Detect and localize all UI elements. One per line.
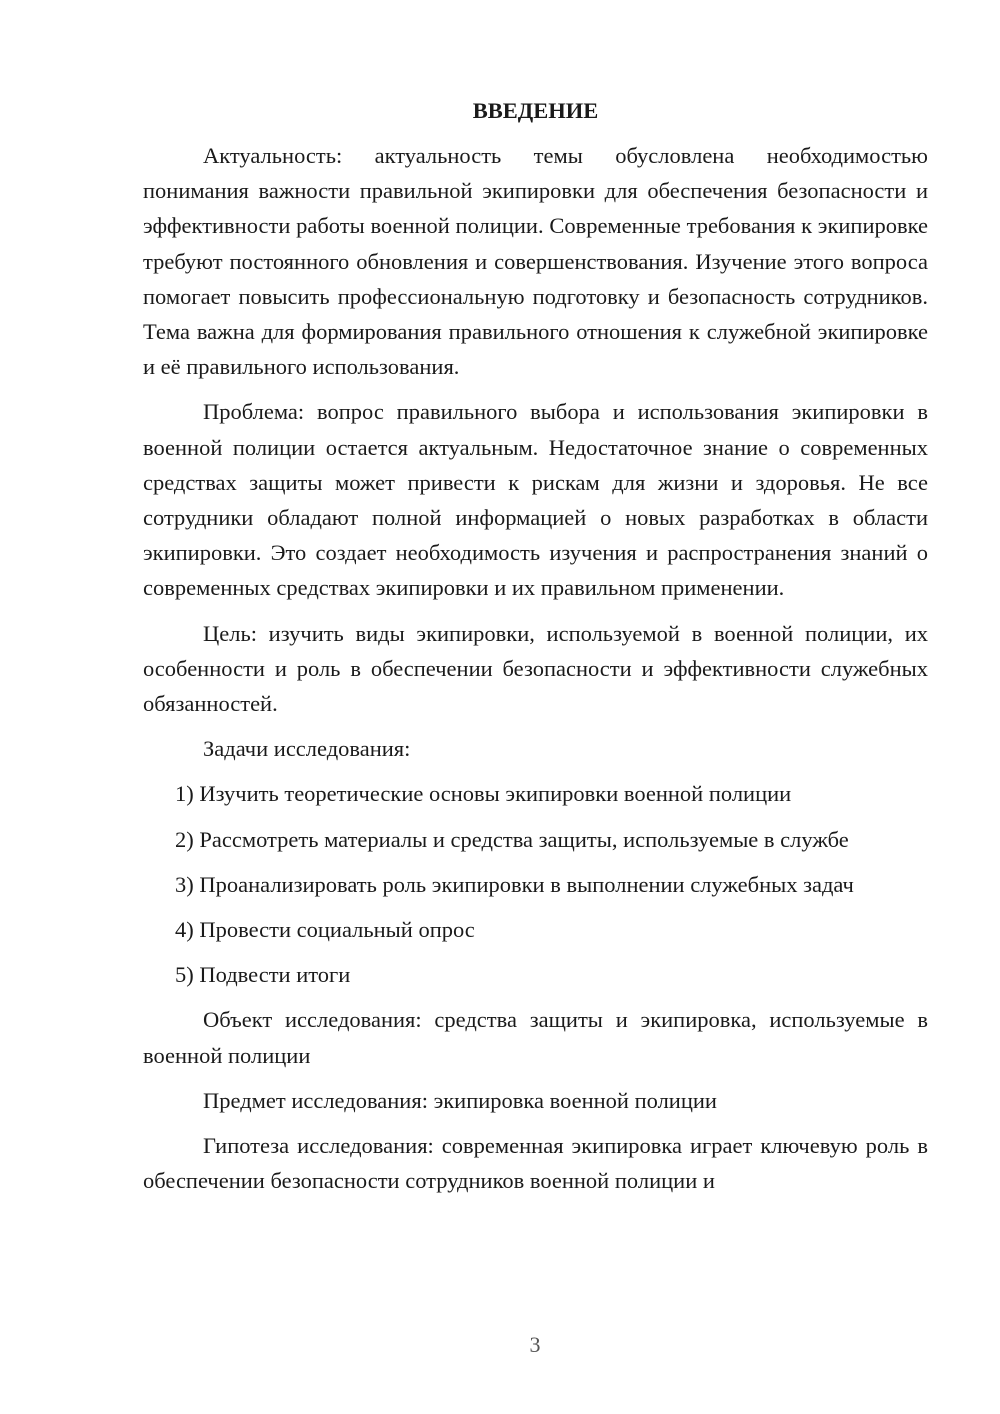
- problem-paragraph: Проблема: вопрос правильного выбора и использования экипировки в военной полиции остается актуальным. Недостаточное знание о современных средствах защиты может привести к рискам для жизни и здоровья. Не все сотрудники обладают полной информацией о новых разработках в области экипировки. Это создает необходимость изучения и распространения знаний о современных средствах экипировки и их правильном применении.: [143, 399, 928, 601]
- hypothesis-paragraph: Гипотеза исследования: современная экипировка играет ключевую роль в обеспечении безопасности сотрудников военной полиции и: [143, 1133, 928, 1194]
- task-item-3: 3) Проанализировать роль экипировки в выполнении служебных задач: [175, 871, 854, 897]
- task-item-5: 5) Подвести итоги: [175, 962, 351, 988]
- task-item-1: 1) Изучить теоретические основы экипировки военной полиции: [175, 781, 792, 807]
- goal-paragraph: Цель: изучить виды экипировки, используемой в военной полиции, их особенности и роль в обеспечении безопасности и эффективности служебных обязанностей.: [143, 620, 928, 717]
- page-number: 3: [529, 1332, 541, 1357]
- relevance-paragraph: Актуальность: актуальность темы обусловлена необходимостью понимания важности правильной экипировки для обеспечения безопасности и эффективности работы военной полиции. Современные требования к экипировке требуют постоянного обновления и совершенствования. Изучение этого вопроса помогает повысить профессиональную подготовку и безопасность сотрудников. Тема важна для формирования правильного отношения к служебной экипировке и её правильного использования.: [143, 143, 928, 380]
- task-item-4: 4) Провести социальный опрос: [175, 917, 475, 943]
- object-paragraph: Объект исследования: средства защиты и экипировка, используемые в военной полиции: [143, 1007, 928, 1068]
- tasks-heading: Задачи исследования:: [203, 736, 411, 762]
- section-title: ВВЕДЕНИЕ: [472, 98, 599, 123]
- document-page: [143, 92, 928, 1208]
- task-item-2: 2) Рассмотреть материалы и средства защиты, используемые в службе: [175, 826, 849, 852]
- subject-paragraph: Предмет исследования: экипировка военной полиции: [203, 1087, 717, 1113]
